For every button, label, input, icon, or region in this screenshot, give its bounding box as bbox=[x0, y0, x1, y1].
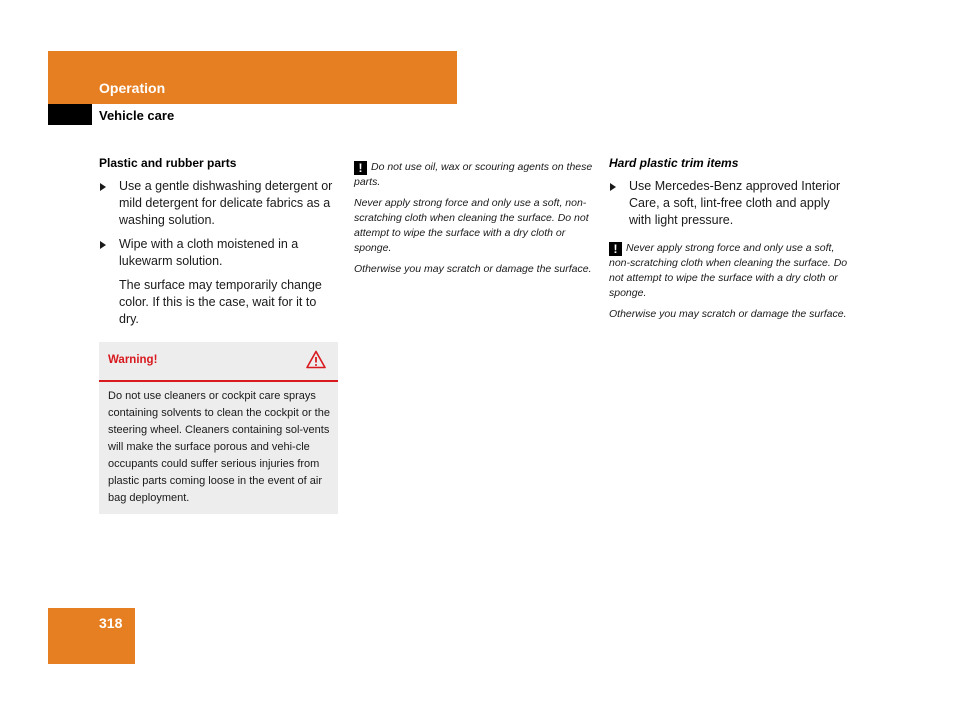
exclamation-icon: ! bbox=[354, 161, 367, 175]
bullet-item bbox=[99, 236, 339, 270]
note-caution bbox=[609, 241, 849, 301]
page-number: 318 bbox=[99, 615, 123, 631]
subsection-title: Vehicle care bbox=[99, 108, 175, 123]
column-plastic-rubber bbox=[99, 156, 339, 514]
bullet-item bbox=[99, 178, 339, 229]
note-text: Otherwise you may scratch or damage the surface. bbox=[354, 263, 592, 275]
column-notes bbox=[354, 156, 594, 283]
header-bar bbox=[48, 51, 457, 104]
bullet-text: Use a gentle dishwashing detergent or mild detergent for delicate fabrics as a washing solution. bbox=[119, 179, 333, 227]
warning-triangle-icon bbox=[306, 350, 326, 374]
header-tab-marker bbox=[48, 104, 92, 125]
warning-label: Warning! bbox=[108, 354, 158, 366]
note-caution-text: Never apply strong force and only use a soft, non-scratching cloth when cleaning the surface. Do not attempt to wipe the surface with a dry cloth or sponge. bbox=[609, 242, 848, 299]
warning-text: Do not use cleaners or cockpit care sprays containing solvents to clean the cockpit or the steering wheel. Cleaners containing sol-vents will make the surface porous and vehi-cle occupants could suffer serious injuries from plastic parts coming loose in the event of air bag deployment. bbox=[108, 390, 330, 504]
column-hard-plastic bbox=[609, 156, 849, 328]
bullet-triangle-icon bbox=[100, 183, 106, 191]
bullet-triangle-icon bbox=[610, 183, 616, 191]
heading-hard-plastic: Hard plastic trim items bbox=[609, 156, 739, 170]
bullet-text: Wipe with a cloth moistened in a lukewarm solution. bbox=[119, 237, 299, 268]
exclamation-icon: ! bbox=[609, 242, 622, 256]
section-title: Operation bbox=[99, 80, 166, 96]
warning-box bbox=[99, 342, 338, 514]
bullet-item bbox=[609, 178, 849, 229]
bullet-text: Use Mercedes-Benz approved Interior Care, a soft, lint-free cloth and apply with light pressure. bbox=[629, 179, 841, 227]
note-text: Never apply strong force and only use a soft, non-scratching cloth when cleaning the surface. Do not attempt to wipe the surface with a dry cloth or sponge. bbox=[354, 197, 589, 254]
bullet-triangle-icon bbox=[100, 241, 106, 249]
heading-plastic-rubber: Plastic and rubber parts bbox=[99, 156, 237, 170]
note-caution bbox=[354, 160, 594, 190]
note-text: Otherwise you may scratch or damage the surface. bbox=[609, 308, 847, 320]
info-paragraph: The surface may temporarily change color. If this is the case, wait for it to dry. bbox=[119, 278, 322, 326]
warning-header bbox=[99, 342, 338, 382]
note-caution-text: Do not use oil, wax or scouring agents on these parts. bbox=[354, 161, 593, 188]
